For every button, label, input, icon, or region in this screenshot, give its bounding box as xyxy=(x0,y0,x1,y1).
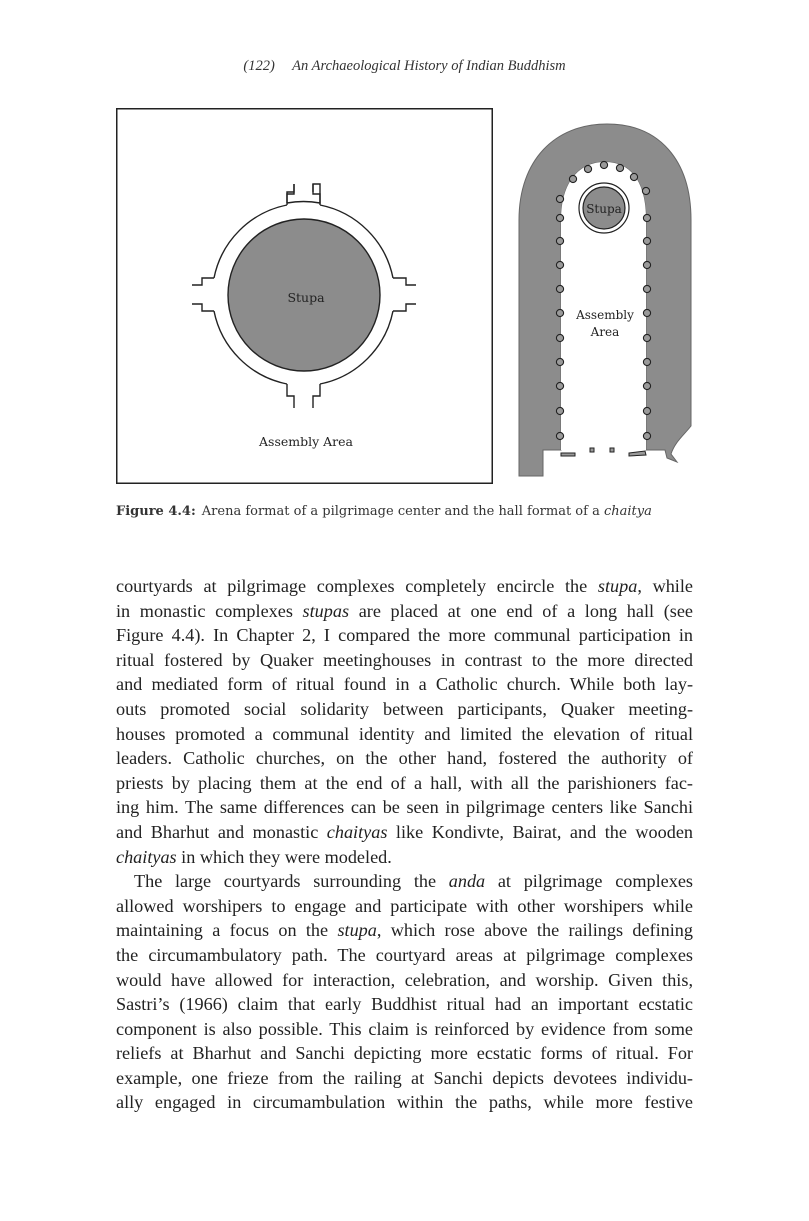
text-line: Sastri’s (1966) claim that early Buddhist ritual had an important ecstatic xyxy=(116,994,693,1015)
chaitya-hall-diagram xyxy=(515,120,697,480)
text-line: and mediated form of ritual found in a Catholic church. While both lay- xyxy=(116,674,693,695)
assembly-label: Assembly xyxy=(576,308,634,322)
book-title: An Archaeological History of Indian Buddhism xyxy=(292,58,566,74)
italic-term: anda xyxy=(448,871,486,892)
running-head xyxy=(0,58,809,75)
italic-term: stupas xyxy=(302,600,350,621)
figure-caption xyxy=(116,504,696,519)
text-line: and Bharhut and monastic chaityas like Kondivte, Bairat, and the wooden xyxy=(116,821,693,842)
text-line: ally engaged in circumambulation within the paths, while more festive xyxy=(116,1092,693,1113)
stupa-label: Stupa xyxy=(586,202,622,216)
italic-term: chaityas xyxy=(116,846,177,867)
area-label: Area xyxy=(590,325,620,339)
text-line: The large courtyards surrounding the anda at pilgrimage complexes xyxy=(134,871,693,892)
text-line: leaders. Catholic churches, on the other hand, fostered the authority of xyxy=(116,748,693,769)
page-number: (122) xyxy=(243,58,275,74)
text-line: the circumambulatory path. The courtyard areas at pilgrimage complexes xyxy=(116,944,693,965)
arena-format-diagram xyxy=(116,108,494,486)
text-line: ritual fostered by Quaker meetinghouses in contrast to the more directed xyxy=(116,649,693,670)
italic-term: stupa xyxy=(337,920,377,941)
text-line: Figure 4.4). In Chapter 2, I compared the more communal participation in xyxy=(116,625,693,646)
paragraph xyxy=(116,869,693,1115)
text-line: allowed worshipers to engage and participate with other worshipers while xyxy=(116,895,693,916)
italic-term: stupa xyxy=(597,576,638,596)
caption-label: Figure 4.4: xyxy=(116,504,196,519)
text-line: priests by placing them at the end of a hall, with all the parishioners fac- xyxy=(116,772,693,793)
text-line: ing him. The same differences can be seen in pilgrimage centers like Sanchi xyxy=(116,797,693,818)
text-line: courtyards at pilgrimage complexes completely encircle the stupa, while xyxy=(116,576,693,596)
caption-text: Arena format of a pilgrimage center and the hall format of a xyxy=(201,504,600,519)
text-line: chaityas in which they were modeled. xyxy=(116,846,392,867)
text-line: would have allowed for interaction, celebration, and worship. Given this, xyxy=(116,969,693,990)
text-line: houses promoted a communal identity and limited the elevation of ritual xyxy=(116,723,693,744)
italic-term: chaityas xyxy=(326,821,388,842)
body-text xyxy=(116,574,693,1115)
text-line: reliefs at Bharhut and Sanchi depicting more ecstatic forms of ritual. For xyxy=(116,1043,693,1064)
text-line: example, one frieze from the railing at Sanchi depicts devotees individu- xyxy=(116,1067,693,1088)
text-line: maintaining a focus on the stupa, which rose above the railings defining xyxy=(116,920,693,941)
text-line: in monastic complexes stupas are placed at one end of a long hall (see xyxy=(116,600,693,621)
paragraph xyxy=(116,574,693,869)
text-line: component is also possible. This claim is reinforced by evidence from some xyxy=(116,1018,693,1039)
assembly-area-label: Assembly Area xyxy=(259,434,353,449)
caption-italic: chaitya xyxy=(603,504,652,519)
text-line: outs promoted social solidarity between participants, Quaker meeting- xyxy=(116,698,693,719)
stupa-label: Stupa xyxy=(287,290,325,305)
